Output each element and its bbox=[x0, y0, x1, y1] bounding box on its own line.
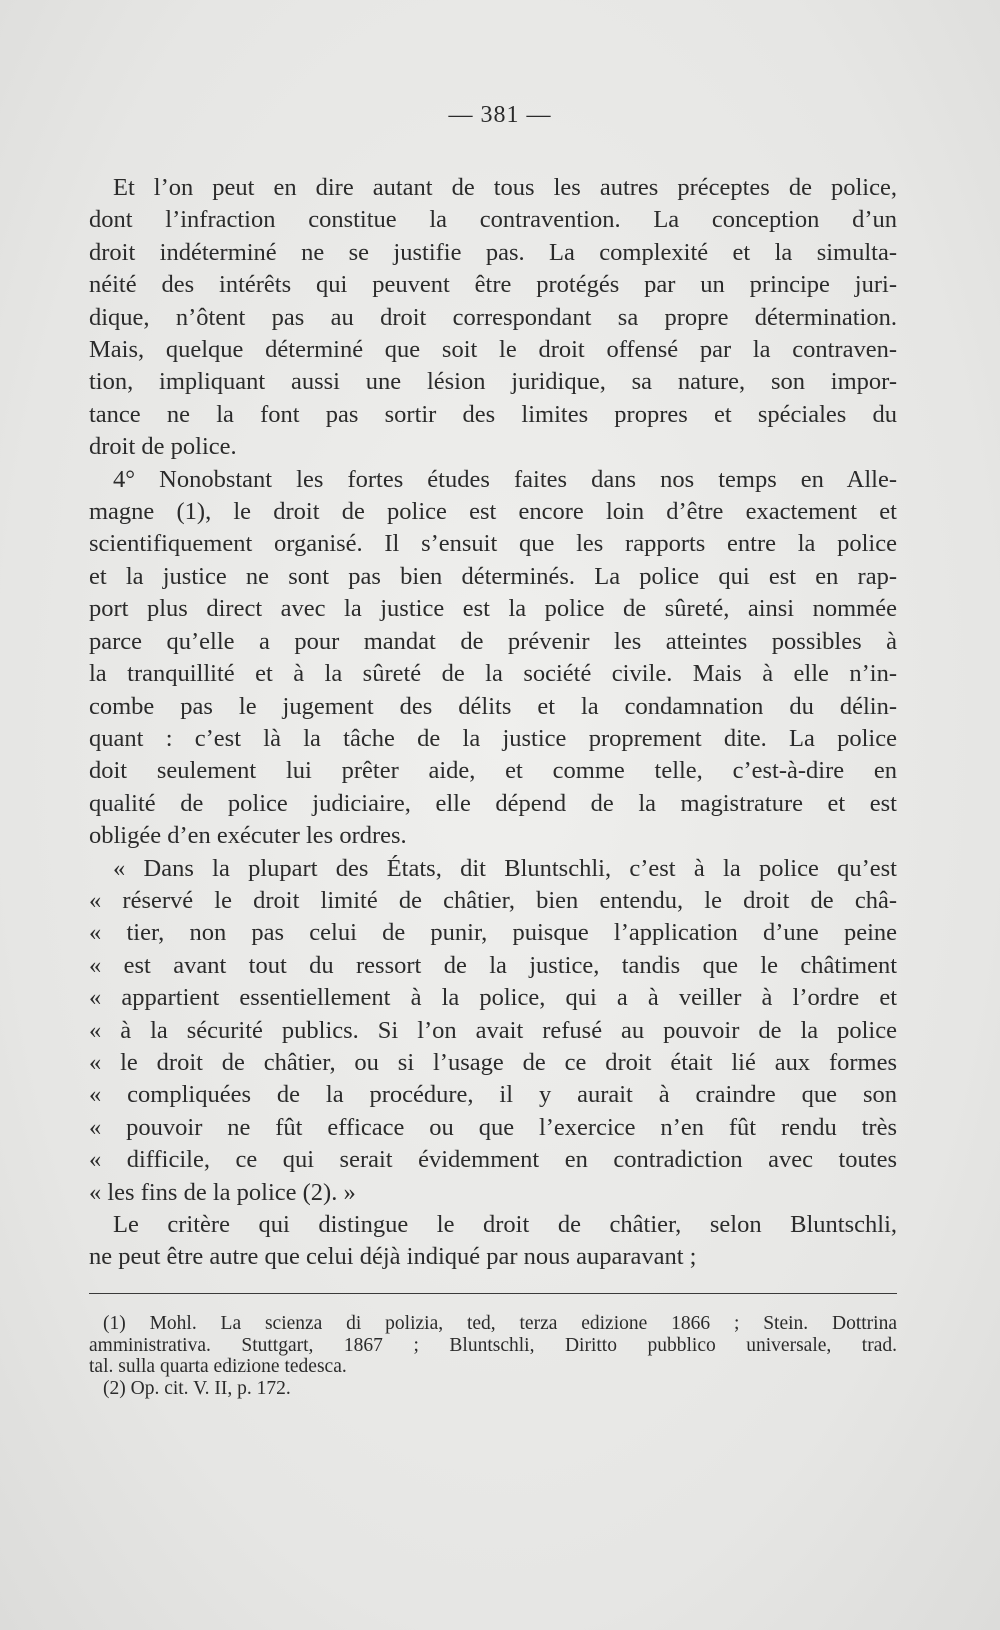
text-line: néité des intérêts qui peuvent être protégés par un principe juri- bbox=[89, 271, 897, 299]
text-line: 4° Nonobstant les fortes études faites dans nos temps en Alle- bbox=[113, 465, 897, 493]
text-line: « appartient essentiellement à la police, qui a à veiller à l’ordre et bbox=[89, 984, 897, 1012]
text-line: parce qu’elle a pour mandat de prévenir les atteintes possibles à bbox=[89, 627, 897, 655]
text-line: tion, impliquant aussi une lésion juridique, sa nature, son impor- bbox=[89, 368, 897, 396]
text-line: Et l’on peut en dire autant de tous les autres préceptes de police, bbox=[113, 174, 897, 201]
text-line: dont l’infraction constitue la contravention. La conception d’un bbox=[89, 206, 897, 234]
text-line: « pouvoir ne fût efficace ou que l’exercice n’en fût rendu très bbox=[89, 1113, 897, 1141]
footnote-line: tal. sulla quarta edizione tedesca. bbox=[89, 1356, 347, 1377]
text-line: droit indéterminé ne se justifie pas. La complexité et la simulta- bbox=[89, 238, 897, 266]
text-line: « est avant tout du ressort de la justice, tandis que le châtiment bbox=[89, 951, 897, 979]
footnote-line: (2) Op. cit. V. II, p. 172. bbox=[103, 1377, 291, 1399]
text-line: obligée d’en exécuter les ordres. bbox=[89, 822, 407, 850]
text-line: « les fins de la police (2). » bbox=[89, 1178, 356, 1206]
text-line: doit seulement lui prêter aide, et comme telle, c’est-à-dire en bbox=[89, 757, 897, 785]
text-line: magne (1), le droit de police est encore loin d’être exactement et bbox=[89, 498, 897, 526]
text-line: « compliquées de la procédure, il y aurait à craindre que son bbox=[89, 1081, 897, 1109]
footnote-line: amministrativa. Stuttgart, 1867 ; Bluntschli, Diritto pubblico universale, trad. bbox=[89, 1334, 897, 1356]
text-line: Mais, quelque déterminé que soit le droit offensé par la contraven- bbox=[89, 336, 897, 364]
text-line: dique, n’ôtent pas au droit correspondant sa propre détermination. bbox=[89, 303, 897, 331]
text-line: droit de police. bbox=[89, 433, 237, 461]
text-line: quant : c’est là la tâche de la justice proprement dite. La police bbox=[89, 724, 897, 752]
text-line: combe pas le jugement des délits et la condamnation du délin- bbox=[89, 692, 897, 720]
footnotes bbox=[89, 1313, 897, 1399]
text-line: « le droit de châtier, ou si l’usage de ce droit était lié aux formes bbox=[89, 1048, 897, 1076]
body-text bbox=[89, 172, 897, 1274]
footnote-divider bbox=[89, 1293, 897, 1294]
text-line: tance ne la font pas sortir des limites propres et spéciales du bbox=[89, 400, 897, 428]
text-line: « Dans la plupart des États, dit Bluntschli, c’est à la police qu’est bbox=[113, 854, 897, 882]
text-line: port plus direct avec la justice est la police de sûreté, ainsi nommée bbox=[89, 595, 897, 623]
text-line: « à la sécurité publics. Si l’on avait refusé au pouvoir de la police bbox=[89, 1016, 897, 1044]
text-line: « tier, non pas celui de punir, puisque l’application d’une peine bbox=[89, 919, 897, 947]
text-line: « difficile, ce qui serait évidemment en contradiction avec toutes bbox=[89, 1146, 897, 1174]
text-line: ne peut être autre que celui déjà indiqué par nous auparavant ; bbox=[89, 1243, 697, 1271]
text-line: scientifiquement organisé. Il s’ensuit que les rapports entre la police bbox=[89, 530, 897, 558]
page-number: — 381 — bbox=[448, 102, 552, 128]
text-line: Le critère qui distingue le droit de châtier, selon Bluntschli, bbox=[113, 1211, 897, 1238]
footnote-line: (1) Mohl. La scienza di polizia, ted, terza edizione 1866 ; Stein. Dottrina bbox=[103, 1313, 897, 1334]
text-line: la tranquillité et à la sûreté de la société civile. Mais à elle n’in- bbox=[89, 660, 897, 688]
text-line: qualité de police judiciaire, elle dépend de la magistrature et est bbox=[89, 789, 897, 817]
text-line: « réservé le droit limité de châtier, bien entendu, le droit de châ- bbox=[89, 886, 897, 914]
text-line: et la justice ne sont pas bien déterminés. La police qui est en rap- bbox=[89, 562, 897, 590]
